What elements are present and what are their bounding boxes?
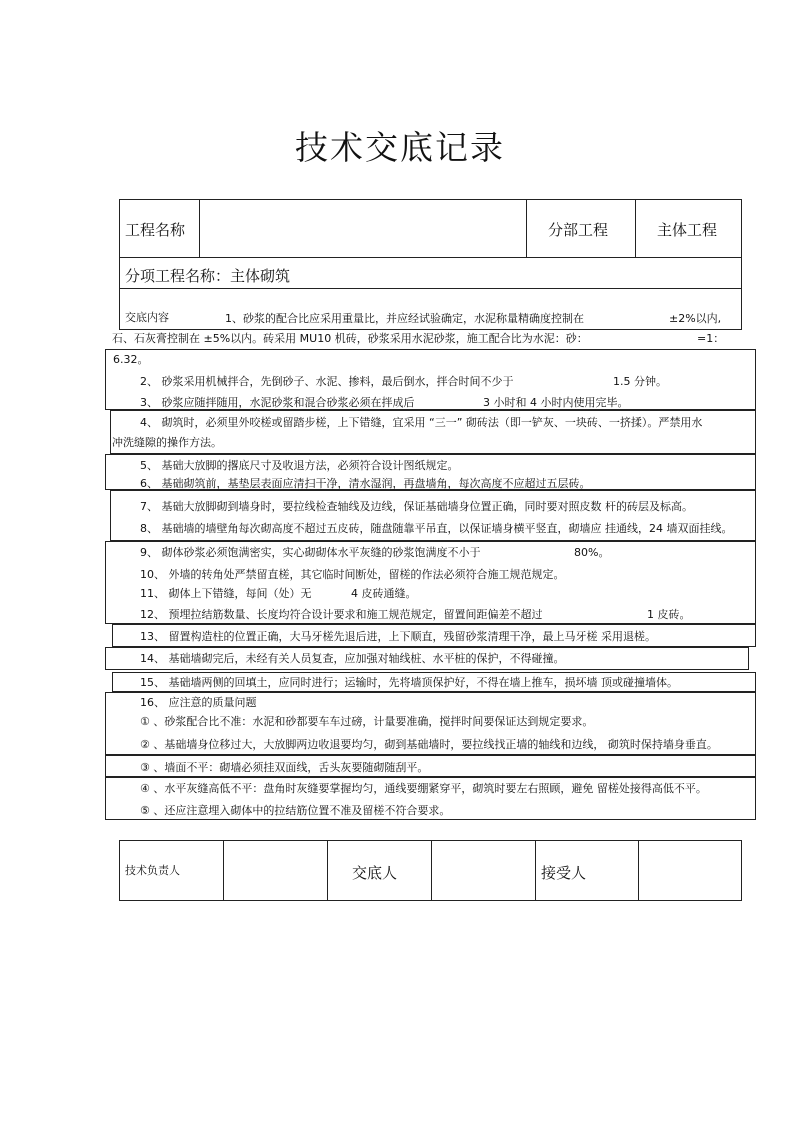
item-name-label: 分项工程名称：主体砌筑 <box>125 267 291 285</box>
content-line-20: ① 、砂浆配合比不准：水泥和砂都要车车过磅，计量要准确，搅拌时间要保证达到规定要求。 <box>140 715 594 728</box>
content-line-12: 9、 砌体砂浆必须饱满密实，实心砌砌体水平灰缝的砂浆饱满度不小于 <box>140 546 481 559</box>
content-line-9: 6、 基础砌筑前，基垫层表面应清扫干净，清水湿润，再盘墙角，每次高度不应超过五层砖。 <box>140 477 591 490</box>
content-line-2: 石、石灰膏控制在 ±5%以内。砖采用 MU10 机砖，砂浆采用水泥砂浆，施工配合比为水泥：砂： <box>112 332 588 345</box>
content-line-16: 13、 留置构造柱的位置正确，大马牙槎先退后进，上下顺直，残留砂浆清理干净，最上马牙槎 采用退槎。 <box>140 630 656 643</box>
project-name-label: 工程名称 <box>125 221 186 239</box>
content-line-8: 5、 基础大放脚的撂底尺寸及收退方法，必须符合设计图纸规定。 <box>140 459 459 472</box>
sub-project-label: 分部工程 <box>548 221 609 239</box>
content-line-1: 1、砂浆的配合比应采用重量比，并应经试验确定，水泥称量精确度控制在 <box>225 312 584 325</box>
content-line-11: 8、 基础墙的墙壁角每次砌高度不超过五皮砖，随盘随靠平吊直，以保证墙身横平竖直，砌墙应 挂通线，24 墙双面挂线。 <box>140 522 733 535</box>
content-line-5: 3、 砂浆应随拌随用，水泥砂浆和混合砂浆必须在拌成后 <box>140 396 415 409</box>
content-line-21: ② 、基础墙身位移过大，大放脚两边收退要均匀，砌到基础墙时，要拉线找正墙的轴线和边线， 砌筑时保持墙身垂直。 <box>140 738 718 751</box>
content-line-7: 冲洗缝隙的操作方法。 <box>112 436 222 449</box>
content-line-22: ③ 、墙面不平：砌墙必须挂双面线，舌头灰要随砌随刮平。 <box>140 761 429 774</box>
sub-project-value: 主体工程 <box>657 221 718 239</box>
content-line-15: 12、 预埋拉结筋数量、长度均符合设计要求和施工规范规定，留置间距偏差不超过 <box>140 608 543 621</box>
content-line-18: 15、 基础墙两侧的回填土，应同时进行；运输时，先将墙顶保护好，不得在墙上推车，损坏墙 顶或碰撞墙体。 <box>140 676 678 689</box>
tech-lead-label: 技术负责人 <box>125 864 180 877</box>
discloser-label: 交底人 <box>352 864 398 882</box>
content-line-10: 7、 基础大放脚砌到墙身时，要拉线检查轴线及边线，保证基础墙身位置正确，同时要对照皮数 杆的砖层及标高。 <box>140 500 693 513</box>
content-line-4: 2、 砂浆采用机械拌合，先倒砂子、水泥、掺料，最后倒水，拌合时间不少于 <box>140 375 514 388</box>
content-label: 交底内容 <box>125 311 169 324</box>
content-line-17: 14、 基础墙砌完后，未经有关人员复查，应加强对轴线桩、水平桩的保护，不得碰撞。 <box>140 652 565 665</box>
content-line-23: ④ 、水平灰缝高低不平：盘角时灰缝要掌握均匀，通线要绷紧穿平，砌筑时要左右照顾，避免 留槎处接得高低不平。 <box>140 782 707 795</box>
content-line-19: 16、 应注意的质量问题 <box>140 696 257 709</box>
content-line-6: 4、 砌筑时，必须里外咬槎或留踏步槎，上下错缝，宜采用 “三一” 砌砖法（即一铲灰、一块砖、一挤揉）。严禁用水 <box>140 416 703 429</box>
content-line-14: 11、 砌体上下错缝，每间（处）无 <box>140 587 312 600</box>
page-title: 技术交底记录 <box>295 128 505 167</box>
receiver-label: 接受人 <box>541 864 587 882</box>
content-line-13: 10、 外墙的转角处严禁留直槎，其它临时间断处，留槎的作法必须符合施工规范规定。 <box>140 568 565 581</box>
content-line-24: ⑤ 、还应注意埋入砌体中的拉结筋位置不准及留槎不符合要求。 <box>140 804 451 817</box>
content-line-3: 6.32。 <box>113 353 149 366</box>
